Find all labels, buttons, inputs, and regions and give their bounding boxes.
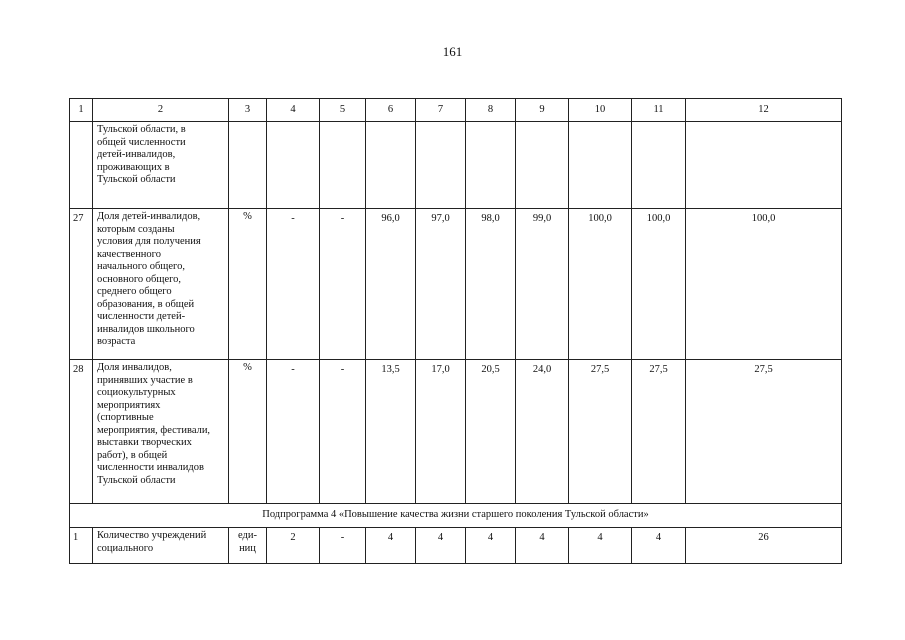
value-cell: 100,0 <box>632 209 686 360</box>
description-line: условия для получения <box>97 236 201 247</box>
unit-cell: % <box>229 360 267 504</box>
page-number: 161 <box>442 44 463 59</box>
value-cell <box>466 122 516 209</box>
description-line: которым созданы <box>97 223 175 235</box>
value-cell: 17,0 <box>416 360 466 504</box>
value-cell: - <box>320 360 366 504</box>
unit-line: ниц <box>239 542 256 554</box>
value-cell: 13,5 <box>366 360 416 504</box>
value-cell: 2 <box>267 528 320 564</box>
header-cell: 1 <box>70 99 93 122</box>
row-index: 27 <box>70 209 93 360</box>
header-cell: 6 <box>366 99 416 122</box>
indicators-table <box>69 98 842 564</box>
indicator-description <box>93 209 229 360</box>
value-cell: 4 <box>366 528 416 564</box>
value-cell: 4 <box>632 528 686 564</box>
description-line: детей-инвалидов, <box>97 149 176 160</box>
table-row <box>70 122 842 209</box>
value-cell: 4 <box>416 528 466 564</box>
header-cell: 9 <box>516 99 569 122</box>
value-cell: 24,0 <box>516 360 569 504</box>
value-cell: 100,0 <box>686 209 842 360</box>
description-line: начального общего, <box>97 261 185 272</box>
row-index: 28 <box>70 360 93 504</box>
description-line: (спортивные <box>97 412 154 423</box>
table-row <box>70 528 842 564</box>
description-line: возраста <box>97 336 136 347</box>
header-cell: 3 <box>229 99 267 122</box>
value-cell: 98,0 <box>466 209 516 360</box>
indicator-description <box>93 528 229 564</box>
description-line: Тульской области <box>97 474 176 486</box>
section-title: Подпрограмма 4 «Повышение качества жизни старшего поколения Тульской области» <box>70 504 842 528</box>
description-line: Количество учреждений <box>97 530 207 541</box>
value-cell <box>320 122 366 209</box>
table-row <box>70 360 842 504</box>
row-index <box>70 122 93 209</box>
indicator-description <box>93 122 229 209</box>
value-cell: 20,5 <box>466 360 516 504</box>
value-cell: - <box>320 209 366 360</box>
value-cell: 99,0 <box>516 209 569 360</box>
value-cell: 97,0 <box>416 209 466 360</box>
description-line: образования, в общей <box>97 298 195 310</box>
indicator-description <box>93 360 229 504</box>
value-cell: 4 <box>569 528 632 564</box>
value-cell <box>569 122 632 209</box>
description-line: мероприятия, фестивали, <box>97 424 211 436</box>
unit-line: еди- <box>238 530 257 541</box>
description-line: численности детей- <box>97 311 186 322</box>
header-cell: 2 <box>93 99 229 122</box>
header-cell: 5 <box>320 99 366 122</box>
description-line: общей численности <box>97 136 186 148</box>
value-cell <box>516 122 569 209</box>
unit-cell: % <box>229 209 267 360</box>
header-cell: 11 <box>632 99 686 122</box>
description-line: инвалидов школьного <box>97 323 195 335</box>
value-cell: 96,0 <box>366 209 416 360</box>
description-line: выставки творческих <box>97 437 192 448</box>
description-line: численности инвалидов <box>97 462 204 473</box>
description-line: работ), в общей <box>97 449 168 461</box>
value-cell: - <box>320 528 366 564</box>
value-cell: 4 <box>466 528 516 564</box>
description-line: мероприятиях <box>97 399 161 411</box>
value-cell <box>366 122 416 209</box>
description-line: социокультурных <box>97 387 176 398</box>
table-header-row <box>70 99 842 122</box>
description-line: Тульской области <box>97 174 176 185</box>
section-row <box>70 504 842 528</box>
value-cell: - <box>267 209 320 360</box>
value-cell: 27,5 <box>569 360 632 504</box>
value-cell: 27,5 <box>686 360 842 504</box>
value-cell: 100,0 <box>569 209 632 360</box>
header-cell: 4 <box>267 99 320 122</box>
value-cell: 27,5 <box>632 360 686 504</box>
description-line: среднего общего <box>97 286 172 297</box>
description-line: качественного <box>97 248 161 260</box>
value-cell <box>686 122 842 209</box>
description-line: основного общего, <box>97 273 182 285</box>
description-line: проживающих в <box>97 161 170 173</box>
value-cell: 26 <box>686 528 842 564</box>
description-line: Доля инвалидов, <box>97 362 172 373</box>
header-cell: 7 <box>416 99 466 122</box>
row-index: 1 <box>70 528 93 564</box>
header-cell: 10 <box>569 99 632 122</box>
value-cell <box>416 122 466 209</box>
description-line: принявших участие в <box>97 374 193 386</box>
unit-cell <box>229 528 267 564</box>
table-row <box>70 209 842 360</box>
unit-cell <box>229 122 267 209</box>
description-line: социального <box>97 542 154 554</box>
value-cell: - <box>267 360 320 504</box>
description-line: Тульской области, в <box>97 124 186 135</box>
description-line: Доля детей-инвалидов, <box>97 211 201 222</box>
value-cell: 4 <box>516 528 569 564</box>
value-cell <box>632 122 686 209</box>
header-cell: 12 <box>686 99 842 122</box>
value-cell <box>267 122 320 209</box>
header-cell: 8 <box>466 99 516 122</box>
